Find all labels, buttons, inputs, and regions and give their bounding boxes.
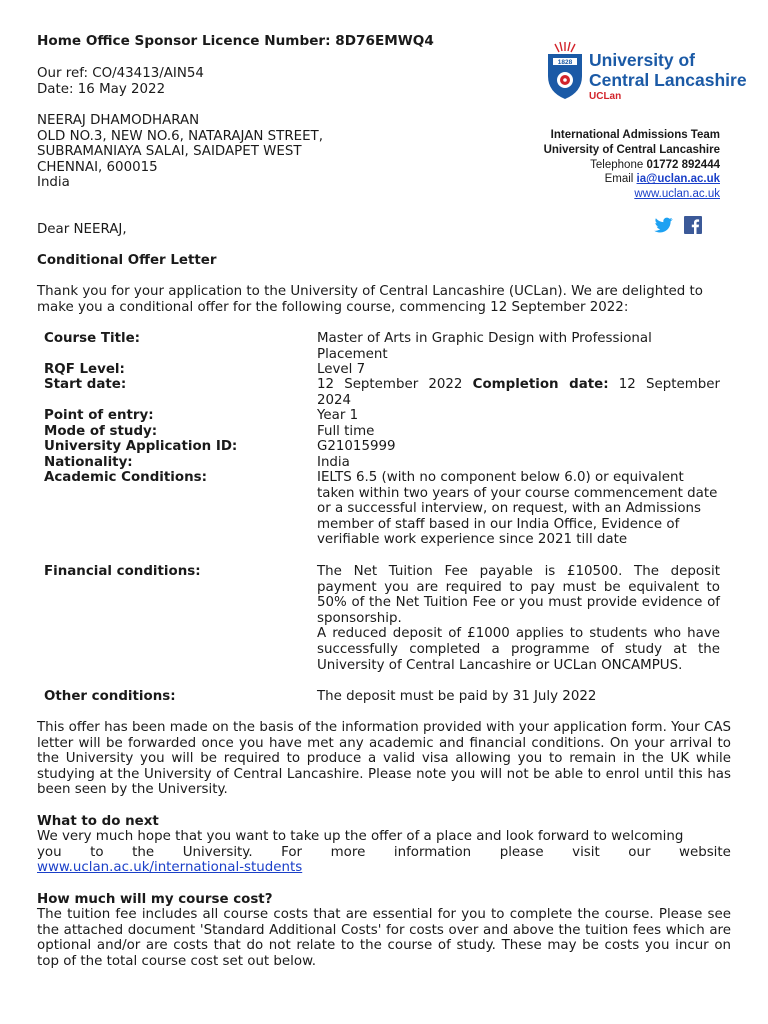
website-link[interactable]: www.uclan.ac.uk bbox=[634, 188, 720, 201]
recipient-address bbox=[37, 113, 323, 191]
letter-date: Date: 16 May 2022 bbox=[37, 81, 166, 97]
facebook-icon[interactable] bbox=[684, 216, 702, 234]
recipient-name: NEERAJ DHAMODHARAN bbox=[37, 113, 200, 128]
word: website bbox=[679, 844, 731, 860]
address-country: India bbox=[37, 175, 70, 191]
logo-line1: University of bbox=[589, 50, 695, 70]
logo-year: 1828 bbox=[557, 59, 573, 66]
word: you bbox=[37, 844, 62, 860]
detail-value bbox=[317, 564, 720, 673]
detail-label: RQF Level: bbox=[44, 362, 125, 377]
reference-block bbox=[37, 66, 204, 97]
word: information bbox=[393, 844, 472, 860]
word: visit bbox=[572, 844, 600, 860]
course-cost-paragraph: The tuition fee includes all course costs that are essential for you to complete the course. Please see the attached document 'Standard Additional Costs' for costs over and above the tuition fees which are optional and/or are costs that do not relate to the course of study. These may be costs you incur on top of the total course cost set out below. bbox=[37, 907, 731, 969]
completion-date: 12 September 2024 bbox=[317, 377, 720, 408]
section-heading-cost: How much will my course cost? bbox=[37, 892, 273, 907]
detail-value: Year 1 bbox=[317, 408, 359, 423]
section-heading-next: What to do next bbox=[37, 814, 159, 829]
our-ref: Our ref: CO/43413/AIN54 bbox=[37, 66, 204, 81]
detail-value: Full time bbox=[317, 424, 375, 439]
detail-value: G21015999 bbox=[317, 439, 396, 454]
contact-block bbox=[544, 128, 720, 202]
contact-email bbox=[544, 172, 720, 187]
contact-telephone bbox=[544, 158, 720, 173]
detail-label: Mode of study: bbox=[44, 424, 158, 439]
address-line: OLD NO.3, NEW NO.6, NATARAJAN STREET, bbox=[37, 128, 323, 144]
financial-text: A reduced deposit of £1000 applies to students who have successfully completed a programme of study at the University of Central Lancashire or UCLan ONCAMPUS. bbox=[317, 626, 720, 673]
word: to bbox=[90, 844, 104, 860]
detail-label: Start date: bbox=[44, 377, 127, 392]
detail-value: India bbox=[317, 455, 350, 470]
crest-icon bbox=[548, 42, 582, 99]
intro-paragraph: Thank you for your application to the University of Central Lancashire (UCLan). We are delighted to make you a conditional offer for the following course, commencing 12 September 2022: bbox=[37, 284, 703, 315]
word: our bbox=[628, 844, 651, 860]
address-line: CHENNAI, 600015 bbox=[37, 159, 158, 175]
next-line-justified bbox=[37, 845, 731, 861]
telephone-number: 01772 892444 bbox=[646, 158, 720, 171]
twitter-icon[interactable] bbox=[654, 218, 673, 233]
financial-text: The Net Tuition Fee payable is £10500. The deposit payment you are required to pay must be equivalent to 50% of the Net Tuition Fee or you must provide evidence of sponsorship. bbox=[317, 564, 720, 626]
detail-label: Course Title: bbox=[44, 331, 141, 346]
next-line: We very much hope that you want to take up the offer of a place and look forward to welcoming bbox=[37, 829, 684, 844]
telephone-label: Telephone bbox=[590, 158, 644, 171]
detail-label: Nationality: bbox=[44, 455, 133, 470]
detail-value: The deposit must be paid by 31 July 2022 bbox=[317, 689, 597, 704]
word: University. bbox=[182, 844, 253, 860]
detail-label: Academic Conditions: bbox=[44, 470, 207, 485]
detail-value: Master of Arts in Graphic Design with Professional Placement bbox=[317, 331, 652, 362]
licence-number: Home Office Sponsor Licence Number: 8D76EMWQ4 bbox=[37, 33, 434, 49]
word: more bbox=[330, 844, 366, 860]
salutation: Dear NEERAJ, bbox=[37, 222, 127, 237]
offer-basis-paragraph: This offer has been made on the basis of the information provided with your application form. Your CAS letter will be forwarded once you have met any academic and financial conditions. On your arrival to the University you will be required to produce a valid visa allowing you to remain in the UK while studying at the University of Central Lancashire. Please note you will not be able to enrol until this has been seen by the University. bbox=[37, 720, 731, 798]
letter-subject: Conditional Offer Letter bbox=[37, 253, 217, 268]
contact-team: International Admissions Team bbox=[550, 129, 720, 141]
word: the bbox=[132, 844, 155, 860]
word: For bbox=[281, 844, 303, 860]
detail-label: Financial conditions: bbox=[44, 564, 201, 579]
logo-line2: Central Lancashire bbox=[589, 70, 747, 90]
email-link[interactable]: ia@uclan.ac.uk bbox=[636, 173, 720, 186]
detail-label: Point of entry: bbox=[44, 408, 154, 423]
contact-university: University of Central Lancashire bbox=[543, 143, 720, 156]
detail-value: Level 7 bbox=[317, 362, 366, 377]
social-icons bbox=[652, 215, 704, 237]
completion-label: Completion date: bbox=[472, 377, 609, 392]
detail-label: Other conditions: bbox=[44, 689, 176, 704]
email-label: Email bbox=[604, 173, 634, 186]
detail-value: IELTS 6.5 (with no component below 6.0) or equivalent taken within two years of your course commencement date or a successful interview, on request, with an Admissions member of staff based in our India Office, Evidence of verifiable work experience since 2021 till date bbox=[317, 470, 718, 548]
next-steps-paragraph bbox=[37, 829, 731, 876]
start-date: 12 September 2022 bbox=[317, 377, 463, 392]
address-line: SUBRAMANIAYA SALAI, SAIDAPET WEST bbox=[37, 144, 302, 160]
detail-value bbox=[317, 377, 720, 408]
university-logo bbox=[545, 42, 747, 102]
international-students-link[interactable]: www.uclan.ac.uk/international-students bbox=[37, 860, 303, 876]
word: please bbox=[499, 844, 544, 860]
detail-label: University Application ID: bbox=[44, 439, 238, 454]
logo-short: UCLan bbox=[589, 91, 622, 102]
